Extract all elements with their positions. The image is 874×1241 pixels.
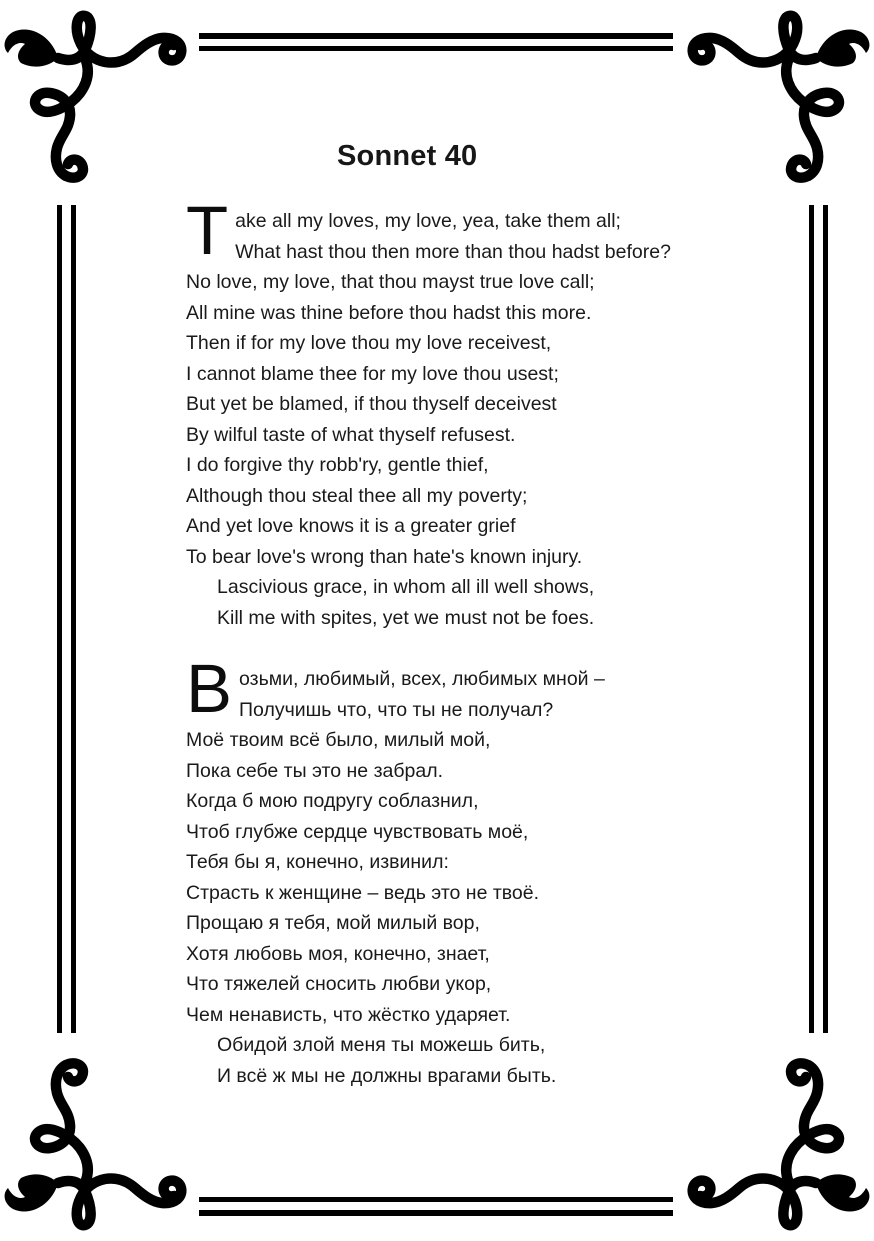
drop-cap-letter: T xyxy=(186,192,229,269)
poem-line: I do forgive thy robb'ry, gentle thief, xyxy=(186,454,489,476)
poem-line: Чтоб глубже сердце чувствовать моё, xyxy=(186,820,529,843)
poem-line: Lascivious grace, in whom all ill well shows, xyxy=(217,576,595,598)
poem-line: Обидой злой меня ты можешь бить, xyxy=(217,1034,546,1056)
poem-line: No love, my love, that thou mayst true love call; xyxy=(186,271,595,293)
border-top-line-inner xyxy=(199,46,673,51)
border-right-line-outer xyxy=(823,205,828,1033)
poem-line: And yet love knows it is a greater grief xyxy=(186,515,516,537)
poem-line: All mine was thine before thou hadst this more. xyxy=(186,301,592,324)
corner-flourish-icon xyxy=(669,8,874,213)
poem-line: Моё твоим всё было, милый мой, xyxy=(186,729,491,751)
russian-sonnet-stanza xyxy=(186,650,776,1091)
page-title: Sonnet 40 xyxy=(337,140,478,172)
poem-line: Когда б мою подругу соблазнил, xyxy=(186,790,479,812)
english-sonnet-stanza xyxy=(186,192,776,633)
poem-line: Хотя любовь моя, конечно, знает, xyxy=(186,942,490,965)
poem-line: Тебя бы я, конечно, извинил: xyxy=(186,851,449,873)
poem-body xyxy=(186,192,776,1091)
corner-flourish-icon xyxy=(0,1028,205,1233)
poem-line: To bear love's wrong than hate's known injury. xyxy=(186,545,583,568)
border-top-line-outer xyxy=(199,33,673,39)
poem-line: Чем ненависть, что жёстко ударяет. xyxy=(186,1003,511,1026)
poem-line: But yet be blamed, if thou thyself deceivest xyxy=(186,393,557,415)
stanza-gap xyxy=(186,633,776,664)
poem-line: By wilful taste of what thyself refusest. xyxy=(186,423,516,446)
border-bottom-line-inner xyxy=(199,1197,673,1202)
drop-cap-letter: В xyxy=(186,650,233,727)
border-bottom-line-outer xyxy=(199,1210,673,1216)
border-right-line-inner xyxy=(809,205,814,1033)
poem-line: What hast thou then more than thou hadst before? xyxy=(235,240,671,263)
poem-line: Получишь что, что ты не получал? xyxy=(239,698,554,721)
border-left-line-inner xyxy=(71,205,76,1033)
poem-line: Пока себе ты это не забрал. xyxy=(186,759,444,782)
poem-line: озьми, любимый, всех, любимых мной – xyxy=(239,668,605,690)
poem-line: Then if for my love thou my love receivest, xyxy=(186,332,552,354)
corner-flourish-icon xyxy=(0,8,205,213)
poem-line: I cannot blame thee for my love thou usest; xyxy=(186,362,559,385)
poem-line: ake all my loves, my love, yea, take them all; xyxy=(235,210,621,232)
poem-line: И всё ж мы не должны врагами быть. xyxy=(217,1064,557,1087)
border-left-line-outer xyxy=(57,205,62,1033)
poem-line: Прощаю я тебя, мой милый вор, xyxy=(186,912,480,934)
poem-line: Что тяжелей сносить любви укор, xyxy=(186,973,492,995)
poem-line: Although thou steal thee all my poverty; xyxy=(186,484,528,507)
poem-line: Kill me with spites, yet we must not be foes. xyxy=(217,606,595,629)
poem-line: Страсть к женщине – ведь это не твоё. xyxy=(186,881,540,904)
